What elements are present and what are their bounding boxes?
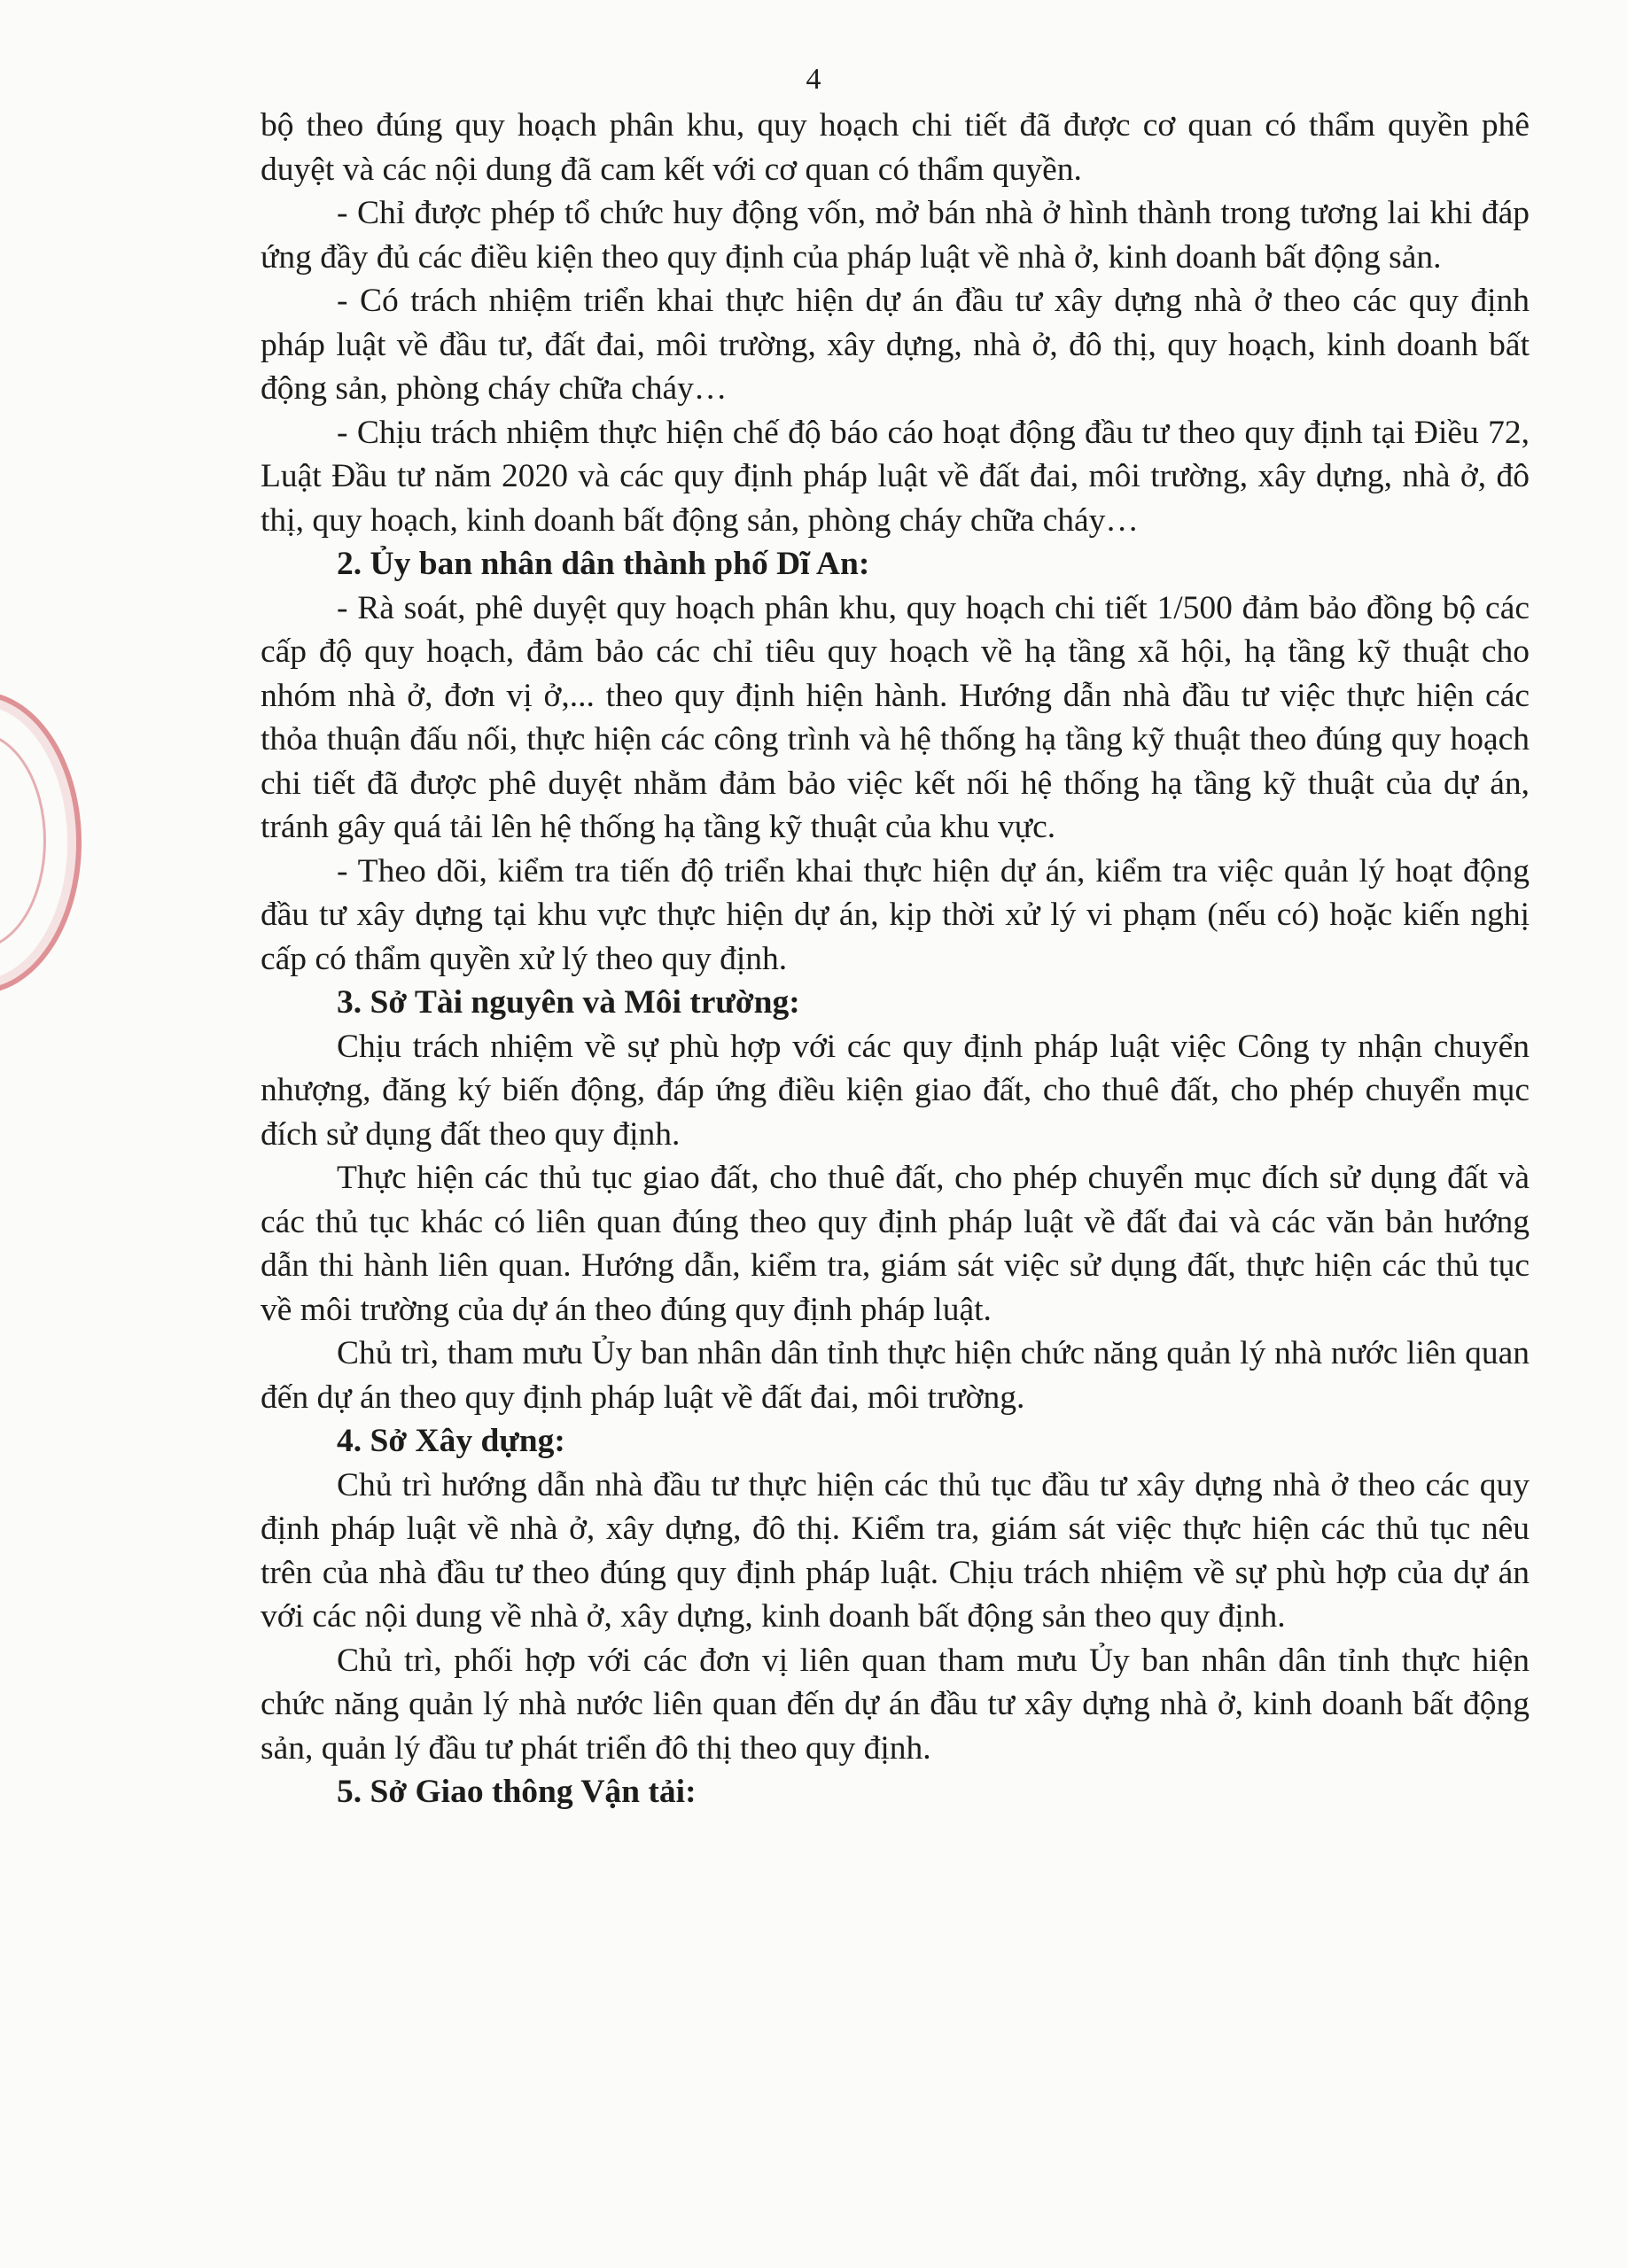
paragraph-item: - Chỉ được phép tổ chức huy động vốn, mở bán nhà ở hình thành trong tương lai khi đáp ứng đầy đủ các điều kiện theo quy định của pháp luật về nhà ở, kinh doanh bất động sản.: [261, 195, 1530, 276]
paragraph-item: Chủ trì hướng dẫn nhà đầu tư thực hiện các thủ tục đầu tư xây dựng nhà ở theo các quy định pháp luật về nhà ở, xây dựng, đô thị. Kiểm tra, giám sát việc thực hiện các thủ tục nêu trên của nhà đầu tư theo đúng quy định pháp luật. Chịu trách nhiệm về sự phù hợp của dự án với các nội dung về nhà ở, xây dựng, kinh doanh bất động sản theo quy định.: [261, 1466, 1530, 1635]
section-heading: 4. Sở Xây dựng:: [337, 1423, 565, 1459]
paragraph-item: - Rà soát, phê duyệt quy hoạch phân khu, quy hoạch chi tiết 1/500 đảm bảo đồng bộ các cấp độ quy hoạch, đảm bảo các chỉ tiêu quy hoạch về hạ tầng xã hội, hạ tầng kỹ thuật cho nhóm nhà ở, đơn vị ở,... theo quy định hiện hành. Hướng dẫn nhà đầu tư việc thực hiện các thỏa thuận đấu nối, thực hiện các công trình và hệ thống hạ tầng kỹ thuật theo đúng quy hoạch chi tiết đã được phê duyệt nhằm đảm bảo việc kết nối hệ thống hạ tầng kỹ thuật của dự án, tránh gây quá tải lên hệ thống hạ tầng kỹ thuật của khu vực.: [261, 589, 1530, 845]
paragraph-item: Chủ trì, tham mưu Ủy ban nhân dân tỉnh thực hiện chức năng quản lý nhà nước liên quan đến dự án theo quy định pháp luật về đất đai, môi trường.: [261, 1335, 1530, 1416]
paragraph-item: Thực hiện các thủ tục giao đất, cho thuê đất, cho phép chuyển mục đích sử dụng đất và các thủ tục khác có liên quan đúng theo quy định pháp luật về đất đai và các văn bản hướng dẫn thi hành liên quan. Hướng dẫn, kiểm tra, giám sát việc sử dụng đất, thực hiện các thủ tục về môi trường của dự án theo đúng quy định pháp luật.: [261, 1160, 1530, 1328]
paragraph-item: - Chịu trách nhiệm thực hiện chế độ báo cáo hoạt động đầu tư theo quy định tại Điều 72, Luật Đầu tư năm 2020 và các quy định pháp luật về đất đai, môi trường, xây dựng, nhà ở, đô thị, quy hoạch, kinh doanh bất động sản, phòng cháy chữa cháy…: [261, 414, 1530, 539]
paragraph-item: Chủ trì, phối hợp với các đơn vị liên quan tham mưu Ủy ban nhân dân tỉnh thực hiện chức năng quản lý nhà nước liên quan đến dự án đầu tư xây dựng nhà ở, kinh doanh bất động sản, quản lý đầu tư phát triển đô thị theo quy định.: [261, 1642, 1530, 1767]
paragraph-continuation: bộ theo đúng quy hoạch phân khu, quy hoạch chi tiết đã được cơ quan có thẩm quyền phê duyệt và các nội dung đã cam kết với cơ quan có thẩm quyền.: [261, 107, 1530, 188]
paragraph-item: Chịu trách nhiệm về sự phù hợp với các quy định pháp luật việc Công ty nhận chuyển nhượng, đăng ký biến động, đáp ứng điều kiện giao đất, cho thuê đất, cho phép chuyển mục đích sử dụng đất theo quy định.: [261, 1028, 1530, 1153]
paragraph-item: - Theo dõi, kiểm tra tiến độ triển khai thực hiện dự án, kiểm tra việc quản lý hoạt động đầu tư xây dựng tại khu vực thực hiện dự án, kịp thời xử lý vi phạm (nếu có) hoặc kiến nghị cấp có thẩm quyền xử lý theo quy định.: [261, 852, 1530, 977]
section-heading: 5. Sở Giao thông Vận tải:: [337, 1774, 697, 1810]
page-number: 4: [806, 63, 821, 96]
paragraph-item: - Có trách nhiệm triển khai thực hiện dự án đầu tư xây dựng nhà ở theo các quy định pháp luật về đầu tư, đất đai, môi trường, xây dựng, nhà ở, đô thị, quy hoạch, kinh doanh bất động sản, phòng cháy chữa cháy…: [261, 283, 1530, 407]
red-seal-stamp: [0, 691, 82, 994]
section-heading: 2. Ủy ban nhân dân thành phố Dĩ An:: [337, 546, 870, 582]
section-heading: 3. Sở Tài nguyên và Môi trường:: [337, 984, 800, 1021]
document-body: [261, 104, 1530, 1814]
